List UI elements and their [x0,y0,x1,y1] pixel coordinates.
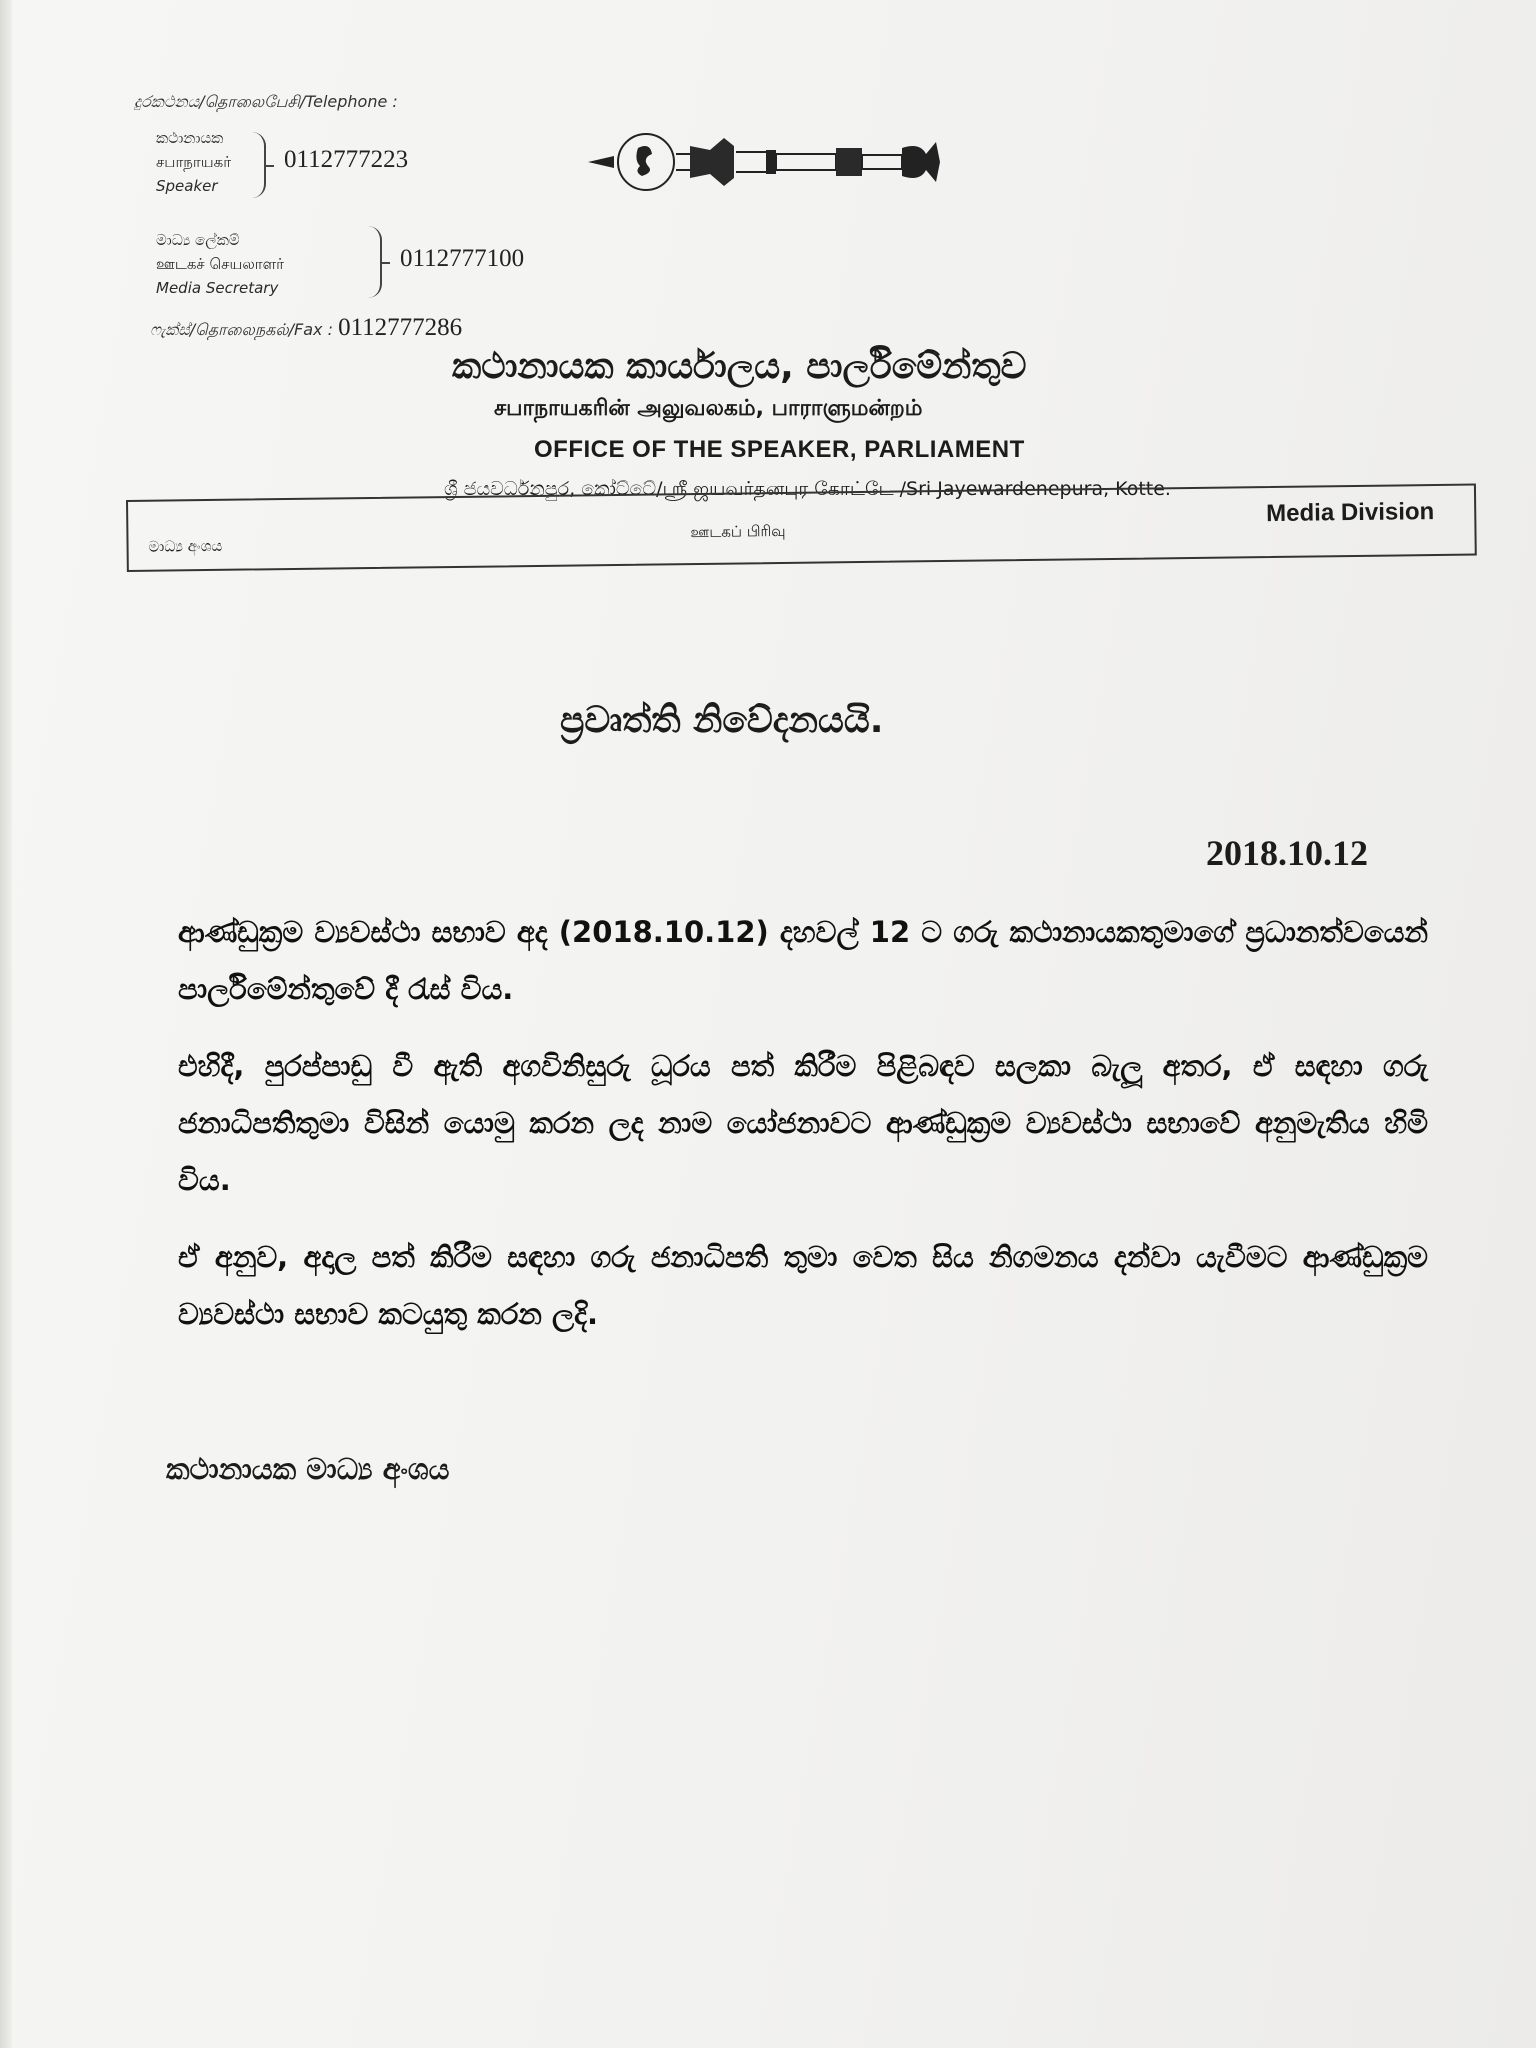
division-tamil: ஊடகப் பிரிவு [690,521,786,542]
division-box [126,484,1477,572]
document-date: 2018.10.12 [1206,833,1368,873]
speaker-contact-label [156,126,231,198]
fax-label: ෆැක්ස්/தொலைநகல்/Fax : [150,320,333,339]
page-edge [0,0,12,2048]
media-secretary-phone: 0112777100 [400,245,525,272]
fax-line [150,314,462,342]
body-paragraph: ඒ අනුව, අදාල පත් කිරීම සඳහා ගරු ජනාධිපති තුමා වෙත සිය නිගමනය දන්වා යැවීමට ආණ්ඩුක්‍රම ව්‍යවස්ථා සභාව කටයුතු කරන ලදි. [178,1240,1428,1331]
media-secretary-label-en: Media Secretary [156,279,279,297]
division-english: Media Division [1266,498,1435,528]
speaker-label-en: Speaker [156,177,218,195]
document-heading: ප්‍රවෘත්ති නිවේදනයයි. [560,700,884,741]
office-name-sinhala: කථානායක කාර්යාලය, පාර්ලිමේන්තුව [452,346,1027,387]
media-secretary-brace [366,226,382,298]
body-paragraph: ආණ්ඩුක්‍රම ව්‍යවස්ථා සභාව අද (2018.10.12) දහවල් 12 ට ගරු කථානායකතුමාගේ ප්‍රධානත්වයෙන් පාර්ලිමේන්තුවේ දී රැස් විය. [178,915,1428,1006]
office-address: ශ්‍රී ජයවර්ධනපුර, කෝට්ටේ/ஸ்ரீ ஜயவர்தனபுர கோட்டே /Sri Jayewardenepura, Kotte. [444,478,1171,500]
office-name-tamil: சபாநாயகரின் அலுவலகம், பாராளுமன்றம் [494,396,923,421]
division-sinhala: මාධ්‍ය අංශය [148,536,223,556]
ceremonial-mace-icon [586,124,966,194]
fax-number: 0112777286 [338,314,463,341]
speaker-label-ta: சபாநாயகர் [156,153,232,171]
speaker-label-si: කථානායක [156,129,224,147]
document-body [178,904,1428,1343]
speaker-brace [250,132,266,198]
office-name-english: OFFICE OF THE SPEAKER, PARLIAMENT [534,436,1025,463]
speaker-phone: 0112777223 [284,146,409,173]
media-secretary-label-ta: ஊடகச் செயலாளர் [156,255,284,273]
body-paragraph: එහිදී, පුරප්පාඩු වී ඇති අගවිනිසුරු ධූරය පත් කිරීම පිළිබඳව සලකා බැලූ අතර, ඒ සඳහා ගරු ජනාධිපතිතුමා විසින් යොමු කරන ලද නාම යෝජනාවට ආණ්ඩුක්‍රම ව්‍යවස්ථා සභාවේ අනුමැතිය හිමි විය. [178,1049,1428,1197]
media-secretary-contact-label [156,228,284,300]
telephone-label: දුරකථනය/தொலைபேசி/Telephone : [134,92,398,111]
signature-line: කථානායක මාධ්‍ය අංශය [166,1452,450,1486]
media-secretary-label-si: මාධ්‍ය ලේකම් [156,231,240,249]
